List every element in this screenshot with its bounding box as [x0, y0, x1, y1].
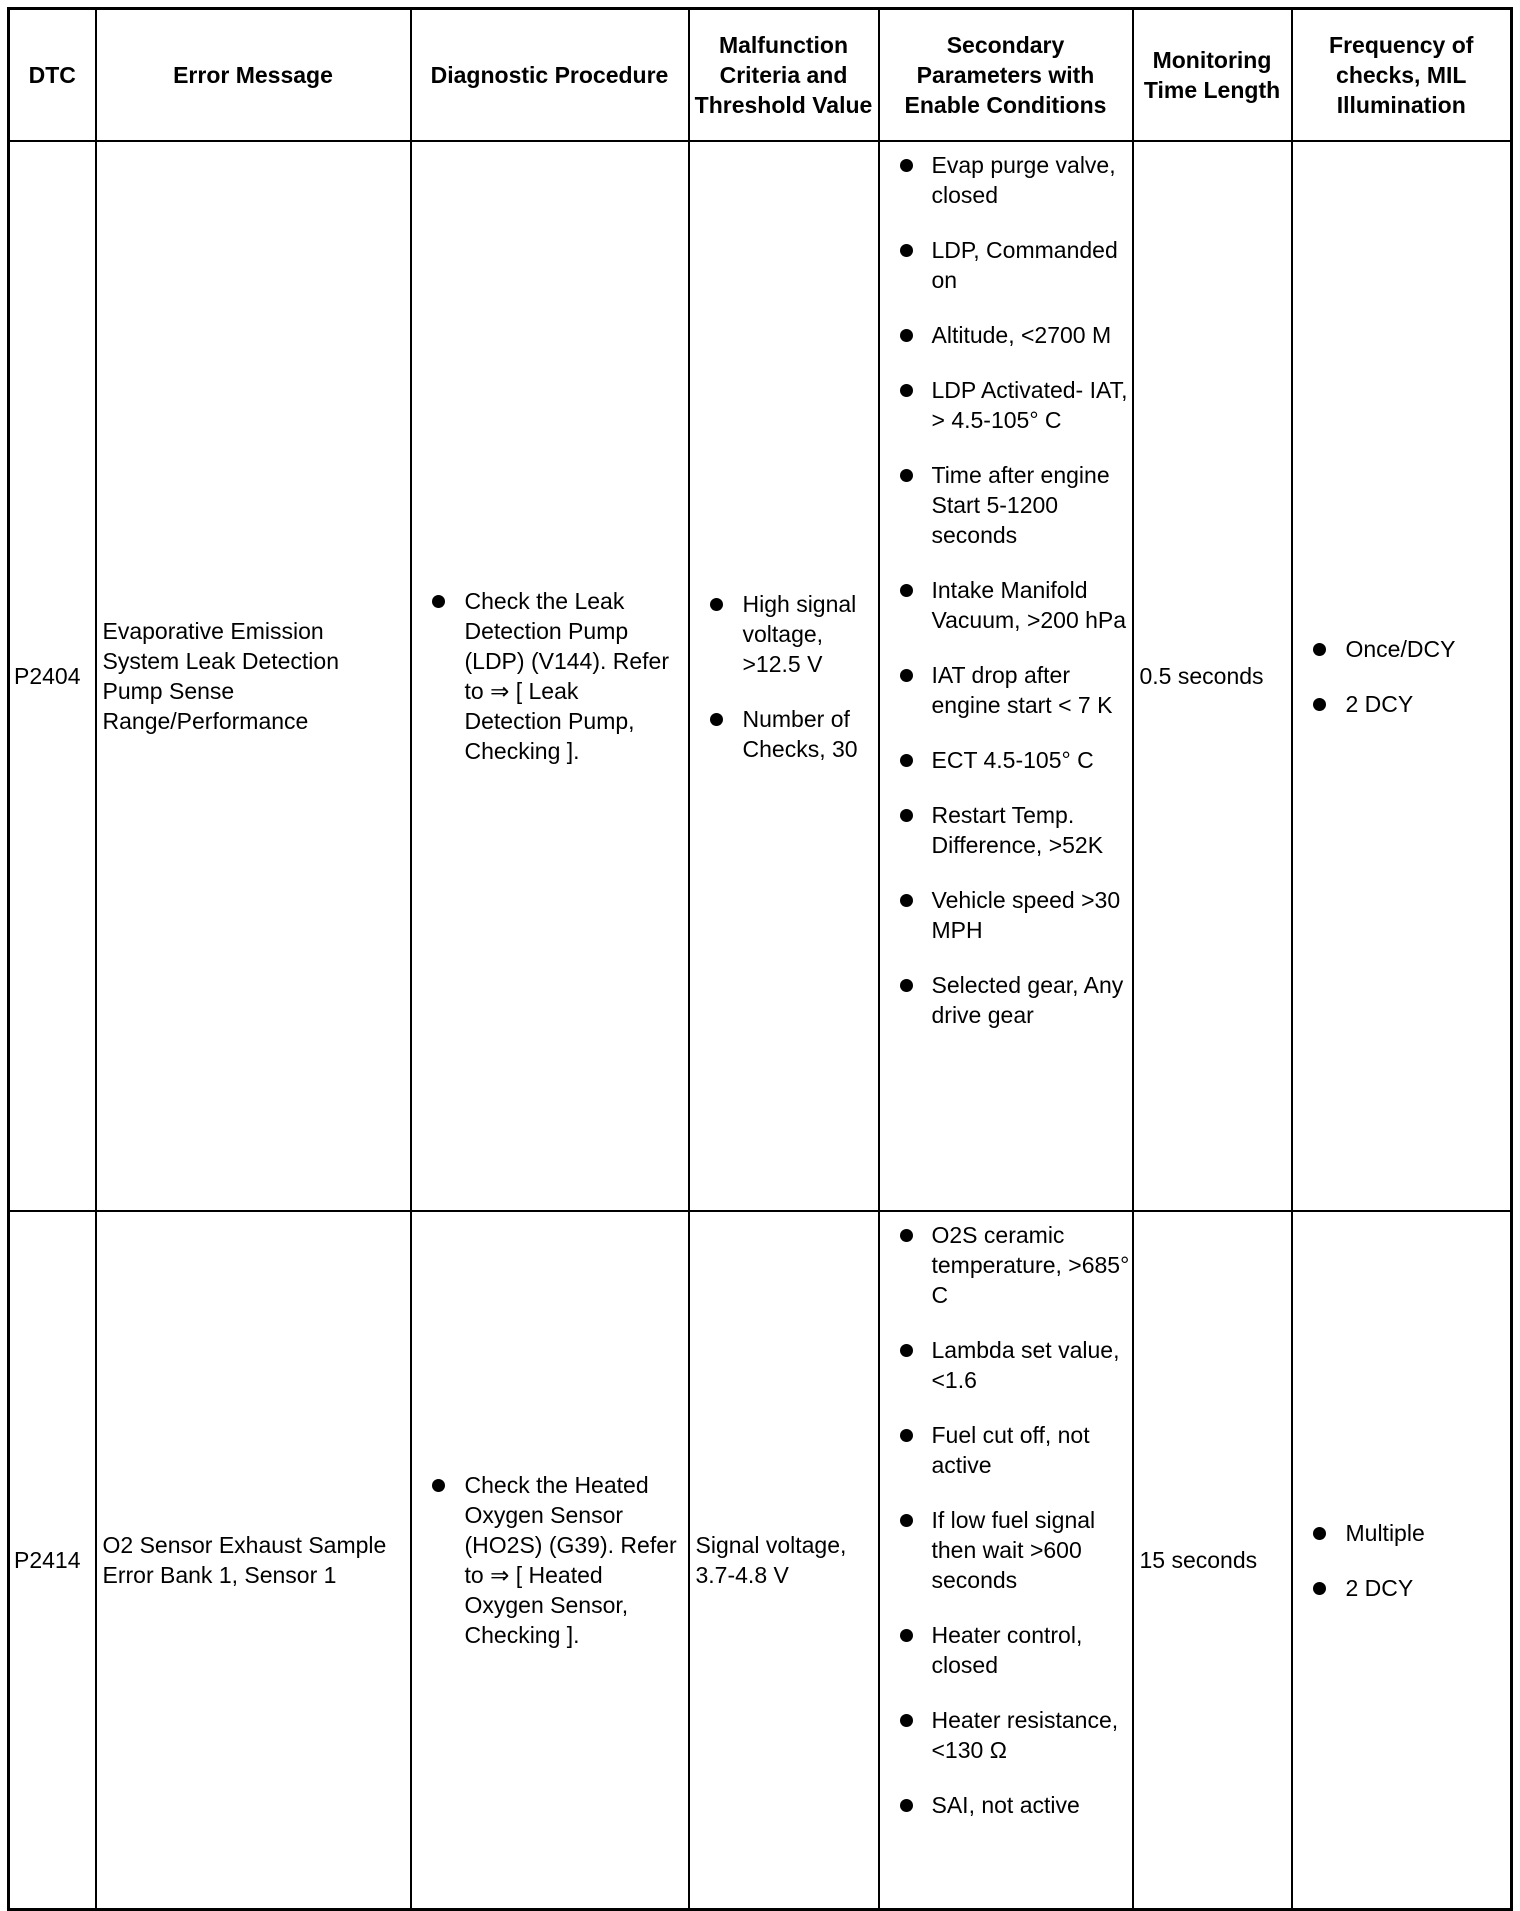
list-item: IAT drop after engine start < 7 K — [886, 660, 1130, 720]
list-item: If low fuel signal then wait >600 seconds — [886, 1505, 1130, 1595]
list-item: Multiple — [1299, 1518, 1505, 1548]
table-row — [9, 141, 1512, 1211]
frequency-list — [1299, 1518, 1505, 1603]
monitoring-time: 0.5 seconds — [1133, 141, 1292, 1211]
list-item: 2 DCY — [1299, 689, 1505, 719]
secondary-list — [886, 1220, 1130, 1820]
header-malfunction-criteria: Malfunction Criteria and Threshold Value — [689, 9, 879, 142]
dtc-table — [7, 7, 1513, 1911]
error-message: O2 Sensor Exhaust Sample Error Bank 1, Sensor 1 — [96, 1211, 411, 1910]
list-item: High signal voltage, >12.5 V — [696, 589, 872, 679]
list-item: Heater control, closed — [886, 1620, 1130, 1680]
list-item: Check the Heated Oxygen Sensor (HO2S) (G39). Refer to ⇒ [ Heated Oxygen Sensor, Checking ]. — [418, 1470, 682, 1650]
list-item: Time after engine Start 5-1200 seconds — [886, 460, 1130, 550]
list-item: SAI, not active — [886, 1790, 1130, 1820]
secondary-parameters — [879, 1211, 1133, 1910]
dtc-code: P2414 — [9, 1211, 96, 1910]
diagnostic-procedure — [411, 1211, 689, 1910]
procedure-list — [418, 586, 682, 766]
dtc-code: P2404 — [9, 141, 96, 1211]
header-secondary-parameters: Secondary Parameters with Enable Conditions — [879, 9, 1133, 142]
list-item: Check the Leak Detection Pump (LDP) (V144). Refer to ⇒ [ Leak Detection Pump, Checking ]. — [418, 586, 682, 766]
list-item: ECT 4.5-105° C — [886, 745, 1130, 775]
list-item: LDP, Commanded on — [886, 235, 1130, 295]
list-item: 2 DCY — [1299, 1573, 1505, 1603]
list-item: Lambda set value, <1.6 — [886, 1335, 1130, 1395]
list-item: Heater resistance, <130 Ω — [886, 1705, 1130, 1765]
malfunction-criteria: Signal voltage, 3.7-4.8 V — [689, 1211, 879, 1910]
list-item: Once/DCY — [1299, 634, 1505, 664]
monitoring-time: 15 seconds — [1133, 1211, 1292, 1910]
list-item: Evap purge valve, closed — [886, 150, 1130, 210]
list-item: Restart Temp. Difference, >52K — [886, 800, 1130, 860]
header-frequency: Frequency of checks, MIL Illumination — [1292, 9, 1512, 142]
list-item: Selected gear, Any drive gear — [886, 970, 1130, 1030]
list-item: O2S ceramic temperature, >685° C — [886, 1220, 1130, 1310]
frequency-list — [1299, 634, 1505, 719]
procedure-list — [418, 1470, 682, 1650]
frequency — [1292, 141, 1512, 1211]
header-error-message: Error Message — [96, 9, 411, 142]
secondary-list — [886, 150, 1130, 1030]
list-item: Altitude, <2700 M — [886, 320, 1130, 350]
error-message: Evaporative Emission System Leak Detection Pump Sense Range/Performance — [96, 141, 411, 1211]
header-monitoring-time: Monitoring Time Length — [1133, 9, 1292, 142]
list-item: Number of Checks, 30 — [696, 704, 872, 764]
list-item: LDP Activated- IAT, > 4.5-105° C — [886, 375, 1130, 435]
secondary-parameters — [879, 141, 1133, 1211]
list-item: Intake Manifold Vacuum, >200 hPa — [886, 575, 1130, 635]
table-row — [9, 1211, 1512, 1910]
criteria-list — [696, 589, 872, 764]
header-dtc: DTC — [9, 9, 96, 142]
dtc-table-page — [7, 7, 1513, 1911]
malfunction-criteria — [689, 141, 879, 1211]
header-diagnostic-procedure: Diagnostic Procedure — [411, 9, 689, 142]
frequency — [1292, 1211, 1512, 1910]
diagnostic-procedure — [411, 141, 689, 1211]
list-item: Fuel cut off, not active — [886, 1420, 1130, 1480]
list-item: Vehicle speed >30 MPH — [886, 885, 1130, 945]
header-row — [9, 9, 1512, 142]
